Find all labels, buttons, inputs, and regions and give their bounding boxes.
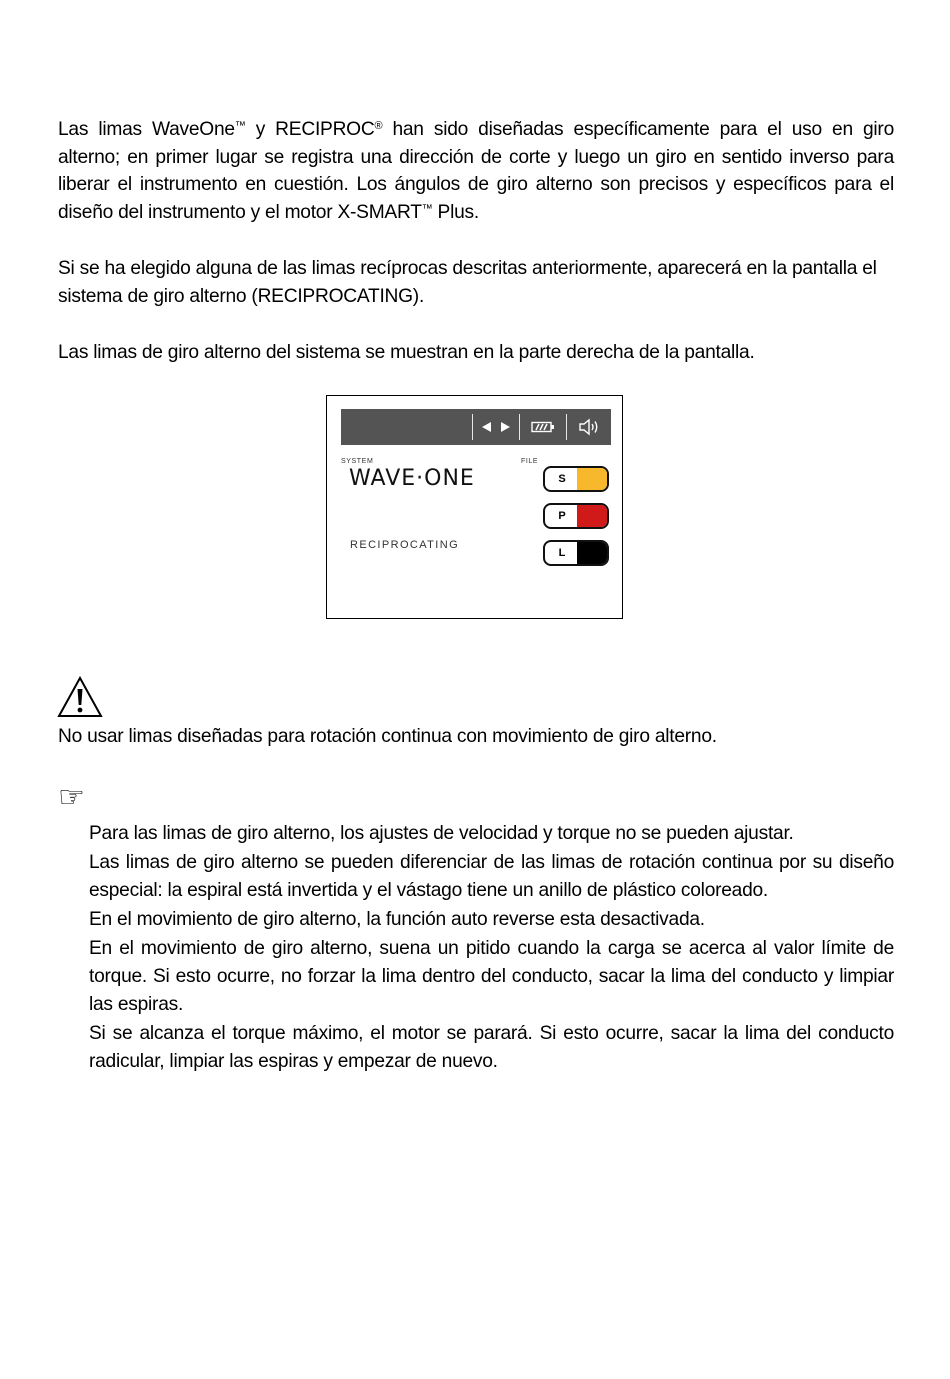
notes-list: [89, 820, 894, 1077]
note-item: Si se alcanza el torque máximo, el motor se parará. Si esto ocurre, sacar la lima del conducto radicular, limpiar las espiras y empezar de nuevo.: [89, 1022, 894, 1072]
device-screen-illustration: [326, 395, 623, 619]
file-color-swatch: [577, 505, 607, 527]
intro-text-d: Plus.: [432, 202, 479, 224]
registered-sign: ®: [374, 120, 383, 132]
note-item: Las limas de giro alterno se pueden diferenciar de las limas de rotación continua por su diseño especial: la espiral está invertida y el vástago tiene un anillo de plástico coloreado.: [89, 852, 894, 901]
system-brand-name: WAVE·ONE: [349, 466, 475, 491]
warning-text: No usar limas diseñadas para rotación continua con movimiento de giro alterno.: [58, 726, 717, 747]
file-color-swatch: [577, 542, 607, 564]
intro-text-c: han sido diseñadas específicamente para el uso en giro alterno; en primer lugar se registra una dirección de corte y luego un giro en sentido inverso para liberar el instrumento en cuestión. Los ángulos de giro alterno son precisos y específicos para el diseño del instrumento y el motor X-SMART: [58, 119, 894, 224]
speaker-icon: [567, 409, 611, 445]
trademark-sign-2: ™: [421, 203, 433, 216]
note-item: En el movimiento de giro alterno, suena un pitido cuando la carga se acerca al valor límite de torque. Si esto ocurre, no forzar la lima dentro del conducto, sacar la lima del conducto y limpiar las espiras.: [89, 938, 894, 1015]
motion-mode-label: RECIPROCATING: [350, 539, 460, 551]
intro-text-b: y RECIPROC: [245, 119, 375, 140]
file-button-label: P: [558, 510, 566, 522]
file-label: FILE: [521, 458, 539, 465]
file-button-label: L: [558, 547, 566, 559]
intro-text-a: Las limas WaveOne: [58, 119, 235, 140]
file-color-swatch: [577, 468, 607, 490]
direction-arrows-icon: [473, 409, 519, 445]
paragraph-reciprocating-display: Si se ha elegido alguna de las limas recíprocas descritas anteriormente, aparecerá en la pantalla el sistema de giro alterno (RECIPROCATING).: [58, 258, 877, 307]
paragraph-file-location: Las limas de giro alterno del sistema se muestran en la parte derecha de la pantalla.: [58, 342, 755, 363]
screen-status-bar: [341, 409, 611, 445]
pointing-hand-icon: ☞: [58, 780, 85, 815]
intro-paragraph: [58, 116, 894, 227]
note-item: En el movimiento de giro alterno, la función auto reverse esta desactivada.: [89, 909, 705, 931]
file-button-s[interactable]: [543, 466, 609, 492]
trademark-sign: ™: [234, 120, 246, 132]
battery-icon: [520, 409, 566, 445]
warning-triangle-icon: [57, 675, 103, 724]
file-button-p[interactable]: [543, 503, 609, 529]
system-label: SYSTEM: [341, 458, 374, 465]
note-item: Para las limas de giro alterno, los ajustes de velocidad y torque no se pueden ajustar.: [89, 823, 794, 844]
file-button-l[interactable]: [543, 540, 609, 566]
file-button-label: S: [558, 473, 566, 485]
